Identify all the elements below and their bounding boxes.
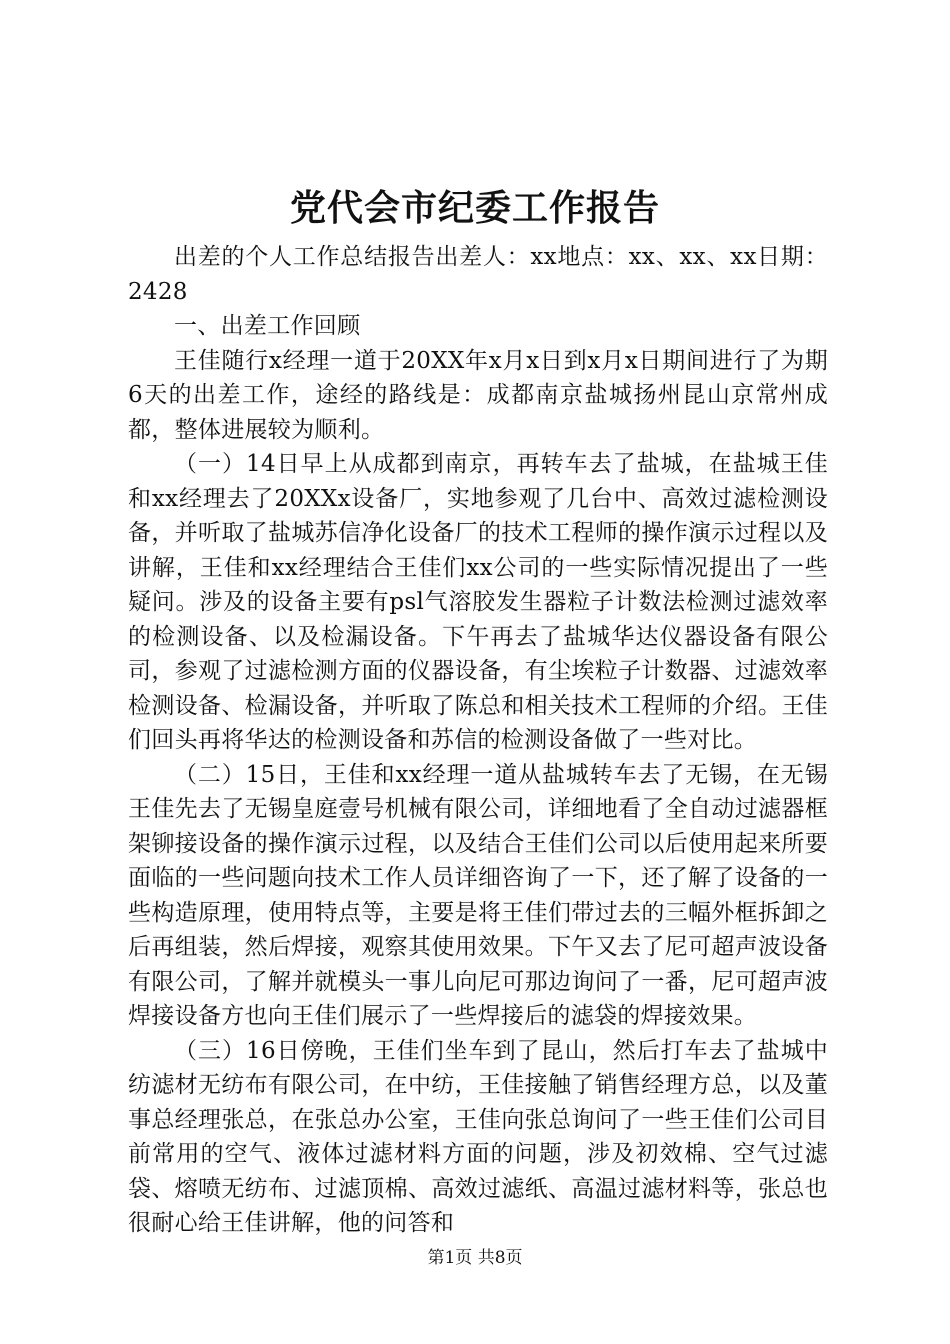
section-heading: 一、出差工作回顾 xyxy=(174,313,361,339)
document-title: 党代会市纪委工作报告 xyxy=(289,187,660,229)
paragraph-part-two: （二）15日，王佳和xx经理一道从盐城转车去了无锡，在无锡王佳先去了无锡皇庭壹号机械有限公司，详细地看了全自动过滤器框架铆接设备的操作演示过程，以及结合王佳们公司以后使用起来所要面临的一些问题向技术工作人员详细咨询了一下，还了解了设备的一些构造原理，使用特点等，主要是将王佳们带过去的三幅外框拆卸之后再组装，然后焊接，观察其使用效果。下午又去了尼可超声波设备有限公司，了解并就模头一事儿向尼可那边询问了一番，尼可超声波焊接设备方也向王佳们展示了一些焊接后的滤袋的焊接效果。 xyxy=(128,761,828,1029)
paragraph-part-three: （三）16日傍晚，王佳们坐车到了昆山，然后打车去了盐城中纺滤材无纺布有限公司，在中纺，王佳接触了销售经理方总，以及董事总经理张总，在张总办公室，王佳向张总询问了一些王佳们公司目前常用的空气、液体过滤材料方面的问题，涉及初效棉、空气过滤袋、熔喷无纺布、过滤顶棉、高效过滤纸、高温过滤材料等，张总也很耐心给王佳讲解，他的问答和 xyxy=(128,1037,828,1236)
paragraph-overview: 王佳随行x经理一道于20XX年x月x日到x月x日期间进行了为期6天的出差工作，途经的路线是：成都南京盐城扬州昆山京常州成都，整体进展较为顺利。 xyxy=(128,347,828,443)
page-footer: 第1页 共8页 xyxy=(427,1248,523,1268)
document-body xyxy=(128,240,828,1241)
paragraph-part-one: （一）14日早上从成都到南京，再转车去了盐城，在盐城王佳和xx经理去了20XXx设备厂，实地参观了几台中、高效过滤检测设备，并听取了盐城苏信净化设备厂的技术工程师的操作演示过程以及讲解，王佳和xx经理结合王佳们xx公司的一些实际情况提出了一些疑问。涉及的设备主要有psl气溶胶发生器粒子计数法检测过滤效率的检测设备、以及检漏设备。下午再去了盐城华达仪器设备有限公司，参观了过滤检测方面的仪器设备，有尘埃粒子计数器、过滤效率检测设备、检漏设备，并听取了陈总和相关技术工程师的介绍。王佳们回头再将华达的检测设备和苏信的检测设备做了一些对比。 xyxy=(128,451,828,753)
paragraph-header-info: 出差的个人工作总结报告出差人：xx地点：xx、xx、xx日期：2428 xyxy=(128,244,828,305)
